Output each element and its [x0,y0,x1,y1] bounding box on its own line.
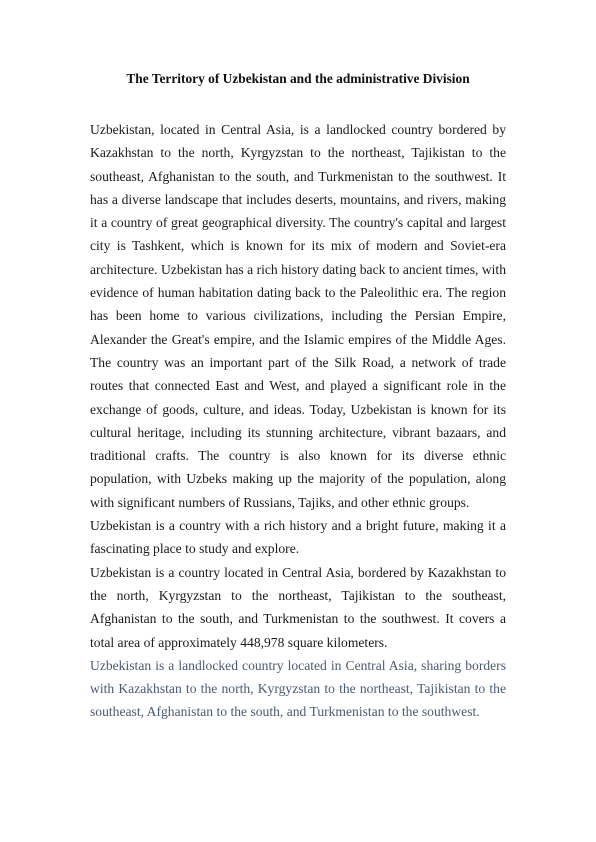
document-body [90,118,506,724]
paragraph-4: Uzbekistan is a landlocked country located in Central Asia, sharing borders with Kazakhstan to the north, Kyrgyzstan to the northeast, Tajikistan to the southeast, Afghanistan to the south, and Turkmenistan to the southwest. [90,657,506,720]
paragraph-1: Uzbekistan, located in Central Asia, is a landlocked country bordered by Kazakhstan to the north, Kyrgyzstan to the northeast, Tajikistan to the southeast, Afghanistan to the south, and Turkmenistan to the southwest. It has a diverse landscape that includes deserts, mountains, and rivers, making it a country of great geographical diversity. The country's capital and largest city is Tashkent, which is known for its mix of modern and Soviet-era architecture. Uzbekistan has a rich history dating back to ancient times, with evidence of human habitation dating back to the Paleolithic era. The region has been home to various civilizations, including the Persian Empire, Alexander the Great's empire, and the Islamic empires of the Middle Ages. The country was an important part of the Silk Road, a network of trade routes that connected East and West, and played a significant role in the exchange of goods, culture, and ideas. Today, Uzbekistan is known for its cultural heritage, including its stunning architecture, vibrant bazaars, and traditional crafts. The country is also known for its diverse ethnic population, with Uzbeks making up the majority of the population, along with significant numbers of Russians, Tajiks, and other ethnic groups. [90,122,506,510]
document-title: The Territory of Uzbekistan and the administrative Division [126,71,470,86]
paragraph-2: Uzbekistan is a country with a rich history and a bright future, making it a fascinating place to study and explore. [90,518,506,557]
paragraph-3: Uzbekistan is a country located in Central Asia, bordered by Kazakhstan to the north, Kyrgyzstan to the northeast, Tajikistan to the southeast, Afghanistan to the south, and Turkmenistan to the southwest. It covers a total area of approximately 448,978 square kilometers. [90,564,506,650]
